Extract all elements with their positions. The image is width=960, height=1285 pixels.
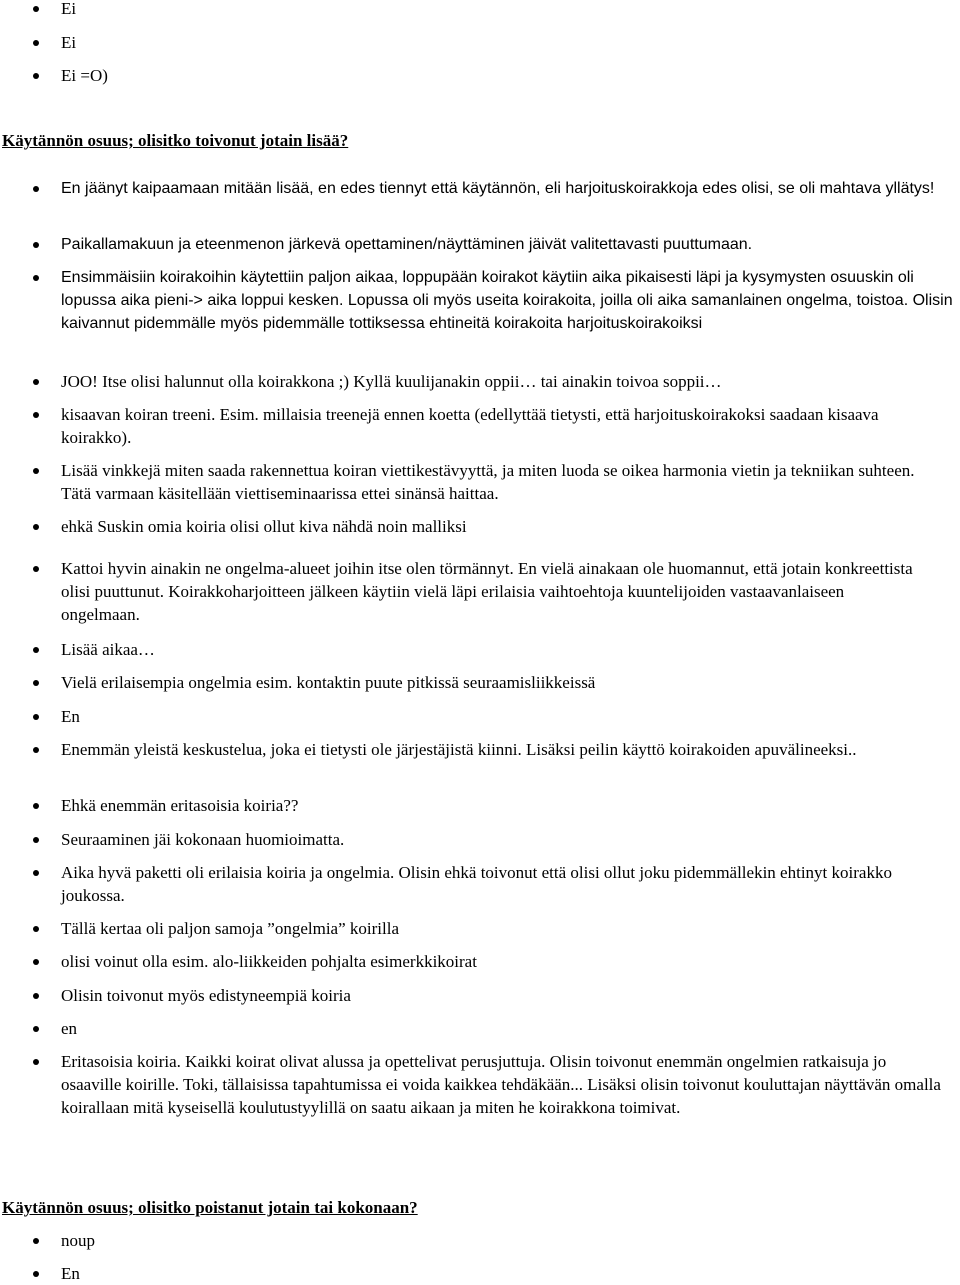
list-item: Enemmän yleistä keskustelua, joka ei tietysti ole järjestäjistä kiinni. Lisäksi peilin käyttö koirakoiden apuvälineeksi..	[61, 738, 901, 761]
list-item: kisaavan koiran treeni. Esim. millaisia treenejä ennen koetta (edellyttää tietysti, että harjoituskoirakoksi saadaan kisaava koirakko).	[61, 403, 921, 449]
list-item: En jäänyt kaipaamaan mitään lisää, en edes tiennyt että käytännön, eli harjoituskoirakkoja edes olisi, se oli mahtava yllätys!	[61, 177, 941, 200]
section-heading: Käytännön osuus; olisitko toivonut jotain lisää?	[2, 131, 349, 150]
list-item: Seuraaminen jäi kokonaan huomioimatta.	[61, 828, 941, 851]
list-item: Paikallamakuun ja eteenmenon järkevä opettaminen/näyttäminen jäivät valitettavasti puuttumaan.	[61, 233, 941, 256]
list-item: En	[61, 1262, 941, 1285]
list-item: Tällä kertaa oli paljon samoja ”ongelmia” koirilla	[61, 917, 941, 940]
list-item: Ei =O)	[61, 64, 941, 87]
list-item: Ei	[61, 0, 941, 20]
list-item: Aika hyvä paketti oli erilaisia koiria ja ongelmia. Olisin ehkä toivonut että olisi ollut joku pidemmällekin ehtinyt koirakko joukossa.	[61, 861, 926, 907]
list-item: JOO! Itse olisi halunnut olla koirakkona ;) Kyllä kuulijanakin oppii… tai ainakin toivoa soppii…	[61, 370, 941, 393]
list-item: noup	[61, 1229, 941, 1252]
list-item: Lisää aikaa…	[61, 638, 941, 661]
list-item: olisi voinut olla esim. alo-liikkeiden pohjalta esimerkkikoirat	[61, 950, 941, 973]
section-heading: Käytännön osuus; olisitko poistanut jotain tai kokonaan?	[2, 1198, 418, 1217]
list-item: Vielä erilaisempia ongelmia esim. kontaktin puute pitkissä seuraamisliikkeissä	[61, 671, 941, 694]
list-item: Kattoi hyvin ainakin ne ongelma-alueet joihin itse olen törmännyt. En vielä ainakaan ole huomannut, että jotain konkreettista olisi puuttunut. Koirakkoharjoitteen jälkeen käytiin vielä läpi erilaisia vaihtoehtoja kuuntelijoiden vastaavanlaiseen ongelmaan.	[61, 557, 926, 626]
list-item: En	[61, 705, 941, 728]
list-item: Lisää vinkkejä miten saada rakennettua koiran viettikestävyyttä, ja miten luoda se oikea harmonia vietin ja tekniikan suhteen. Tätä varmaan käsitellään viettiseminaarissa ettei sinänsä haittaa.	[61, 459, 941, 505]
list-item: Eritasoisia koiria. Kaikki koirat olivat alussa ja opettelivat perusjuttuja. Olisin toivonut enemmän ongelmien ratkaisuja jo osaaville koirille. Toki, tällaisissa tapahtumissa ei voida kaikkea tehdäkään... Lisäksi olisin toivonut kouluttajan näyttävän omalla koirallaan mitä kyseisellä koulutustyylillä on saatu aikaan ja miten he koirakkona toimivat.	[61, 1050, 946, 1119]
list-item: en	[61, 1017, 941, 1040]
list-item: Ei	[61, 31, 941, 54]
list-item: Olisin toivonut myös edistyneempiä koiria	[61, 984, 941, 1007]
list-item: ehkä Suskin omia koiria olisi ollut kiva nähdä noin malliksi	[61, 515, 941, 538]
list-item: Ehkä enemmän eritasoisia koiria??	[61, 794, 941, 817]
list-item: Ensimmäisiin koirakoihin käytettiin paljon aikaa, loppupään koirakot käytiin aika pikaisesti läpi ja kysymysten osuuskin oli lopussa aika pieni-> aika loppui kesken. Lopussa oli myös useita koirakoita, joilla oli aika samanlainen ongelma, toistoa. Olisin kaivannut pidemmälle myös pidemmälle tottiksessa ehtineitä koirakoita harjoituskoirakoiksi	[61, 266, 960, 335]
